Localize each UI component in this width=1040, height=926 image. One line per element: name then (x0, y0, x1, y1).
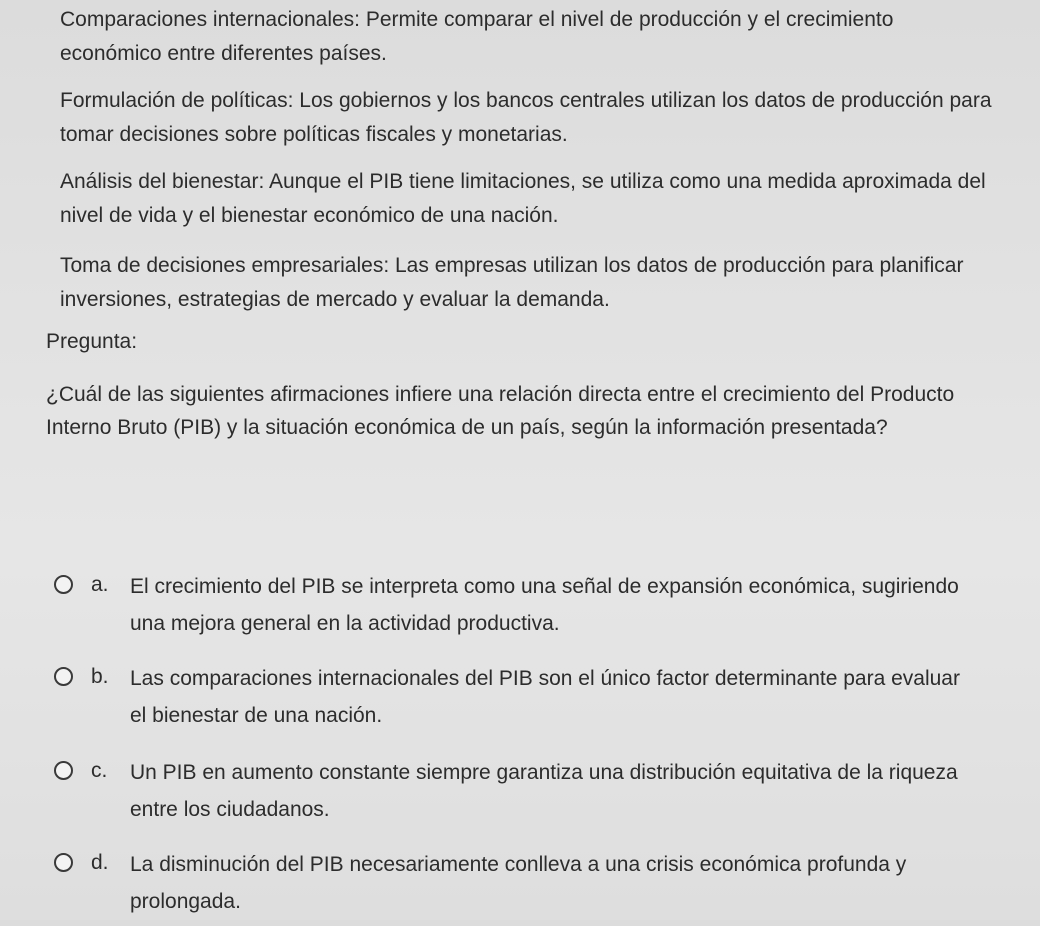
question-label: Pregunta: (46, 330, 138, 353)
option-b-text: Las comparaciones internacionales del PIB son el único factor determinante para evaluar el bienestar de una nación. (130, 667, 960, 727)
option-a[interactable] (50, 568, 990, 648)
option-c[interactable] (50, 754, 990, 834)
option-d[interactable] (50, 846, 990, 926)
option-c-text: Un PIB en aumento constante siempre garantiza una distribución equitativa de la riqueza entre los ciudadanos. (130, 761, 958, 821)
question-text: ¿Cuál de las siguientes afirmaciones infiere una relación directa entre el crecimiento del Producto Interno Bruto (PIB) y la situación económica de un país, según la información presentada? (46, 383, 955, 439)
radio-option-c[interactable] (54, 761, 73, 780)
paragraph-formulacion: Formulación de políticas: Los gobiernos y los bancos centrales utilizan los datos de producción para tomar decisiones sobre políticas fiscales y monetarias. (60, 89, 992, 146)
paragraph-empresariales: Toma de decisiones empresariales: Las empresas utilizan los datos de producción para planificar inversiones, estrategias de mercado y evaluar la demanda. (60, 254, 964, 311)
option-c-letter: c. (91, 759, 108, 782)
radio-option-b[interactable] (54, 667, 73, 686)
option-a-text: El crecimiento del PIB se interpreta como una señal de expansión económica, sugiriendo una mejora general en la actividad productiva. (130, 575, 959, 635)
paragraph-comparaciones: Comparaciones internacionales: Permite comparar el nivel de producción y el crecimiento económico entre diferentes países. (60, 8, 894, 65)
option-b-letter: b. (91, 665, 109, 688)
option-a-letter: a. (91, 573, 109, 596)
radio-option-d[interactable] (54, 853, 73, 872)
paragraph-bienestar: Análisis del bienestar: Aunque el PIB tiene limitaciones, se utiliza como una medida aproximada del nivel de vida y el bienestar económico de una nación. (60, 170, 986, 227)
option-d-text: La disminución del PIB necesariamente conlleva a una crisis económica profunda y prolongada. (130, 853, 907, 913)
radio-option-a[interactable] (54, 575, 73, 594)
option-b[interactable] (50, 660, 990, 740)
option-d-letter: d. (91, 851, 109, 874)
